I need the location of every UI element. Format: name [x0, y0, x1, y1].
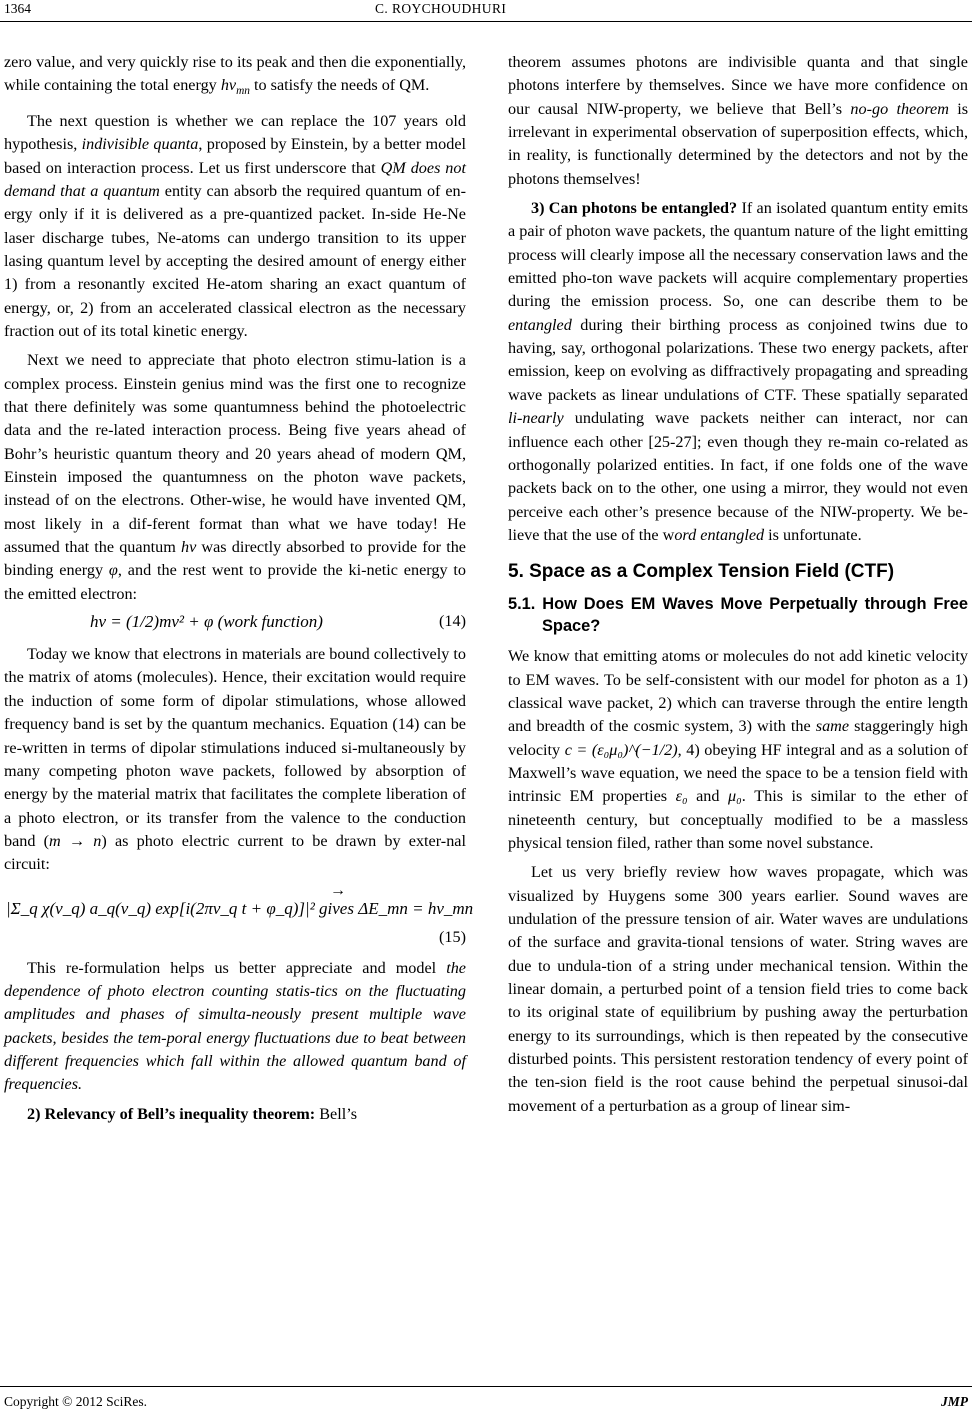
math-symbol: μ₀	[727, 787, 742, 806]
right-column	[508, 51, 968, 1118]
page-number: 1364	[4, 1, 31, 16]
paragraph: Let us very briefly review how waves propagate, which was visualized by Huygens some 300 years earlier. Sound waves are undulation of the pressure tension of air. Water waves are undulations of the surface and gravita-tional tensions of water. String waves are due to undula-tion of a string under mechanical tension. Within the linear domain, a perturbed point of a tension field tries to come back to its original state of equilibrium by pushing away the perturbation energy to its surroundings, which is then repeated by the consecutive disturbed points. This persistent restoration tendency of every point of the ten-sion field is the root cause behind the perpetual sinusoi-dal movement of a perturbation as a group of linear sim-	[508, 863, 968, 1115]
page-footer	[0, 1386, 972, 1414]
vector-arrow: →	[330, 881, 346, 899]
paragraph: theorem assumes photons are indivisible quanta and that single photons interfere by themselves. Since we have more confidence on our causal NIW-property, we believe that Bell’s no-go theorem is irrelevant in experimental observation of superposition effects, which, in reality, is functionally determined by the detectors and not by the photons themselves!	[508, 53, 969, 188]
running-title: C. ROYCHOUDHURI	[375, 1, 507, 16]
equation-number: (14)	[439, 612, 466, 631]
paragraph: zero value, and very quickly rise to its peak and then die exponentially, while containing the total energy $h\nu_{mn}$ to satisfy the needs of QM.	[4, 53, 466, 98]
paragraph: Today we know that electrons in materials are bound collectively to the matrix of atoms (molecules). Hence, their excitation would require the induction of some form of dipolar stimulations, whose allowed frequency band is set by the quantum mechanics. Equation (14) can be re-written in terms of dipolar stimulations induced si-multaneously by many competing photon wave packets, followed by absorption of energy by the material matrix that facilitates the complete liberation of a photo electron, or its transfer from the valence to the conduction band (m → n) as photo electric current to be drawn by exter-nal circuit:	[4, 645, 466, 874]
paragraph: We know that emitting atoms or molecules do not add kinetic velocity to EM waves. To be self-consistent with our model for photon as a 1) classical wave packet, 2) which can traverse through the entire length and breadth of the cosmic system, 3) with the same staggeringly high velocity c = (ε₀μ₀)^(−1/2), 4) obeying HF integral and as a solution of Maxwell’s wave equation, we need the space to be a tension field with intrinsic EM properties ε₀ and μ₀. This is similar to the ether of nineteenth century, but conceptually modified to be a massless physical tension filed, rather than some novel substance.	[508, 647, 969, 852]
section-heading: 5. Space as a Complex Tension Field (CTF)	[508, 561, 895, 583]
paragraph: The next question is whether we can replace the 107 years old hypothesis, indivisible quanta, proposed by Einstein, by a better model based on interaction process. Let us first underscore that QM does not demand that a quantum entity can absorb the required quantum of en-ergy only if it is delivered as a pre-quantized packet. In-side He-Ne laser discharge tubes, Ne-atoms can undergo transition to its upper lasing quantum level by accepting the desired amount of energy either 1) from a resonantly excited He-atom sharing an exact quantum of energy, or, 2) from an accelerated classical electron as the necessary fraction out of its total kinetic energy.	[4, 111, 467, 341]
math-symbol: m → n	[49, 831, 102, 850]
inline-equation: c = (ε₀μ₀)^(−1/2)	[564, 740, 678, 759]
equation-body: |Σ_q χ(ν_q) a_q(ν_q) exp[i(2πν_q t + φ_q)]|² gives ΔE_mn = hν_mn	[6, 898, 474, 918]
journal-abbrev: JMP	[941, 1394, 968, 1409]
paragraph: 2) Relevancy of Bell’s inequality theorem: Bell’s	[27, 1104, 358, 1123]
page-header	[0, 0, 972, 22]
math-symbol: φ	[108, 561, 118, 580]
equation-15	[4, 881, 474, 949]
math-symbol: hν	[220, 76, 237, 95]
paragraph: Next we need to appreciate that photo electron stimu-lation is a complex process. Einstein genius mind was the first one to recognize that there definitely was some quantumness behind the photoelectric data and the re-lated interaction process. Being five years ahead of Bohr’s heuristic quantum theory and 20 years ahead of modern QM, Einstein imposed the quantumness on the photon wave packets, instead of on the electrons. Other-wise, he would have invented QM, most likely in a dif-ferent format than what we have today! He assumed that the quantum hν was directly absorbed to provide for the binding energy φ, and the rest went to provide the ki-netic energy to the emitted electron:	[4, 351, 466, 603]
math-symbol: ε₀	[675, 787, 688, 806]
subsection-heading: 5.1. How Does EM Waves Move Perpetually through Free Space?	[508, 595, 968, 636]
header-rule	[0, 21, 972, 22]
equation-body: hν = (1/2)mv² + φ (work function)	[90, 612, 323, 632]
copyright-text: Copyright © 2012 SciRes.	[4, 1394, 148, 1409]
paragraph: This re-formulation helps us better appreciate and model the dependence of photo electron counting statis-tics on the fluctuating amplitudes and phases of simulta-neously present multiple wave packets, besides the tem-poral energy fluctuations due to beat between different frequencies which fall within the allowed quantum band of frequencies.	[4, 958, 466, 1094]
paragraph: 3) Can photons be entangled? If an isolated quantum entity emits a pair of photon wave packets, the quantum nature of the light emitting process will clearly impose all the necessary conservation laws and the emitted pho-ton wave packets will acquire complementary properties during the emission process. So, one can describe them to be entangled during their birthing process as conjoined twins due to having, say, orthogonal polarizations. These two energy packets, after emission, keep on evolving as diffractively propagating and spreading wave packets as linear undulations of CTF. These spatially separated li-nearly undulating wave packets neither can interact, nor can influence each other [25-27]; even though they re-main co-related as orthogonally polarized entities. In fact, if one folds one of the wave packets back on to the other, one using a mirror, they would not even perceive each other’s presence because of the NIW-property. We be-lieve that the use of the word entangled is unfortunate.	[508, 199, 968, 544]
left-column	[4, 51, 474, 1126]
equation-14	[4, 609, 466, 635]
math-symbol: hν	[181, 538, 197, 557]
equation-number: (15)	[439, 927, 466, 946]
footer-rule	[0, 1386, 972, 1387]
